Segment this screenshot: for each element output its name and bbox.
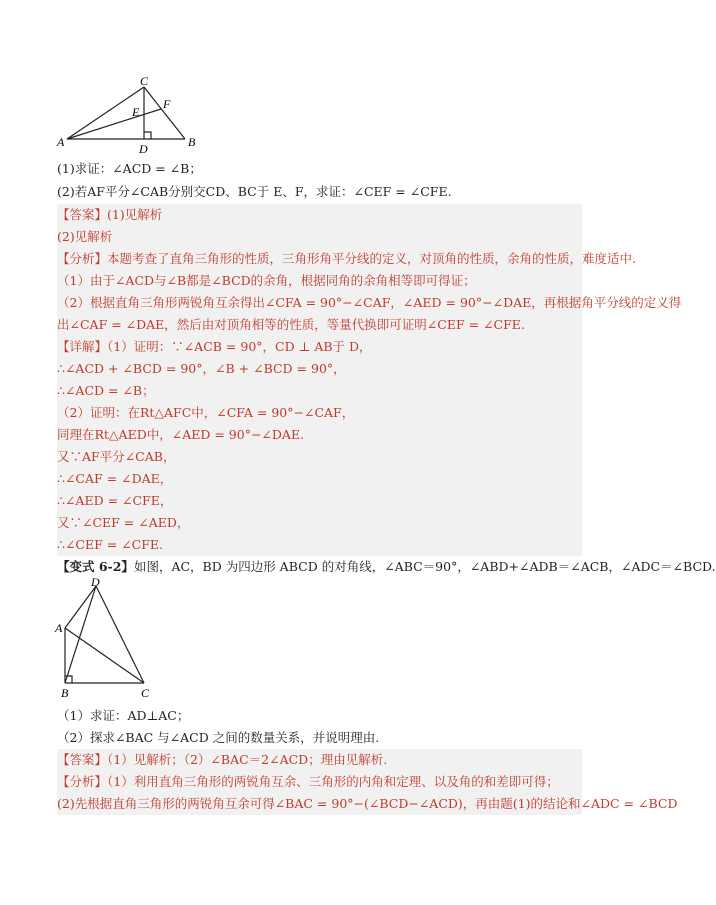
segment-dc (96, 586, 144, 683)
variant-tag: 【变式 6-2】 (57, 559, 134, 574)
answer1-line2: (2)见解析 (57, 226, 582, 248)
detail1-line2: ∴∠ACD + ∠BCD = 90°，∠B + ∠BCD = 90°， (57, 358, 582, 380)
detail1-line3: ∴∠ACD = ∠B； (57, 380, 582, 402)
answer2-line1: 【答案】（1）见解析；（2）∠BAC＝2∠ACD；理由见解析. (57, 749, 582, 771)
label-c: C (140, 74, 149, 88)
label-a: A (55, 621, 63, 635)
question1-part1: (1)求证：∠ACD = ∠B； (57, 161, 202, 176)
segment-af (67, 109, 161, 139)
analysis1-line3: （2）根据直角三角形两锐角互余得出∠CFA = 90°−∠CAF，∠AED = 90°−∠DAE，再根据角平分线的定义得 (57, 292, 582, 314)
label-e: E (132, 105, 140, 119)
variant-heading (57, 556, 716, 578)
detail1-line5: 同理在Rt△AED中，∠AED = 90°−∠DAE. (57, 424, 582, 446)
question2-part1: （1）求证：AD⊥AC； (57, 708, 190, 723)
analysis1-line2: （1）由于∠ACD与∠B都是∠BCD的余角，根据同角的余角相等即可得证； (57, 270, 582, 292)
detail1-line4: （2）证明：在Rt△AFC中，∠CFA = 90°−∠CAF， (57, 402, 582, 424)
label-b: B (188, 135, 196, 149)
question2-part2: （2）探求∠BAC 与∠ACD 之间的数量关系，并说明理由. (57, 730, 380, 745)
label-f: F (163, 97, 171, 111)
right-angle-mark (144, 132, 151, 139)
detail1-line7: ∴∠CAF = ∠DAE， (57, 468, 582, 490)
label-b: B (61, 686, 69, 700)
detail1-line9: 又∵∠CEF = ∠AED， (57, 512, 582, 534)
detail1-line10: ∴∠CEF = ∠CFE. (57, 534, 582, 556)
label-d: D (139, 142, 148, 156)
label-a: A (57, 135, 65, 149)
label-c: C (141, 686, 150, 700)
detail1-line1: 【详解】（1）证明：∵∠ACB = 90°，CD ⊥ AB于 D， (57, 336, 582, 358)
analysis1-line4: 出∠CAF = ∠DAE，然后由对顶角相等的性质，等量代换即可证明∠CEF = ∠CFE. (57, 314, 582, 336)
analysis1-line1: 【分析】本题考查了直角三角形的性质，三角形角平分线的定义，对顶角的性质，余角的性质，难度适中. (57, 248, 582, 270)
question1-part2: (2)若AF平分∠CAB分别交CD、BC于 E、F，求证：∠CEF = ∠CFE. (57, 184, 452, 199)
label-d: D (91, 575, 100, 589)
segment-bd (65, 586, 96, 683)
triangle-figure-1 (55, 76, 215, 156)
variant-text: 如图，AC，BD 为四边形 ABCD 的对角线，∠ABC＝90°，∠ABD+∠ADB＝∠ACB，∠ADC＝∠BCD. (133, 559, 716, 574)
analysis2-line1: 【分析】（1）利用直角三角形的两锐角互余、三角形的内角和定理、以及角的和差即可得； (57, 771, 582, 793)
quadrilateral-figure-2 (55, 575, 165, 702)
detail1-line6: 又∵AF平分∠CAB， (57, 446, 582, 468)
detail1-line8: ∴∠AED = ∠CFE， (57, 490, 582, 512)
analysis2-line2: (2)先根据直角三角形的两锐角互余可得∠BAC = 90°−(∠BCD−∠ACD)，再由题(1)的结论和∠ADC = ∠BCD (57, 793, 582, 815)
segment-ad (65, 586, 96, 628)
answer1-line1: 【答案】(1)见解析 (57, 204, 582, 226)
segment-ac (65, 628, 144, 683)
